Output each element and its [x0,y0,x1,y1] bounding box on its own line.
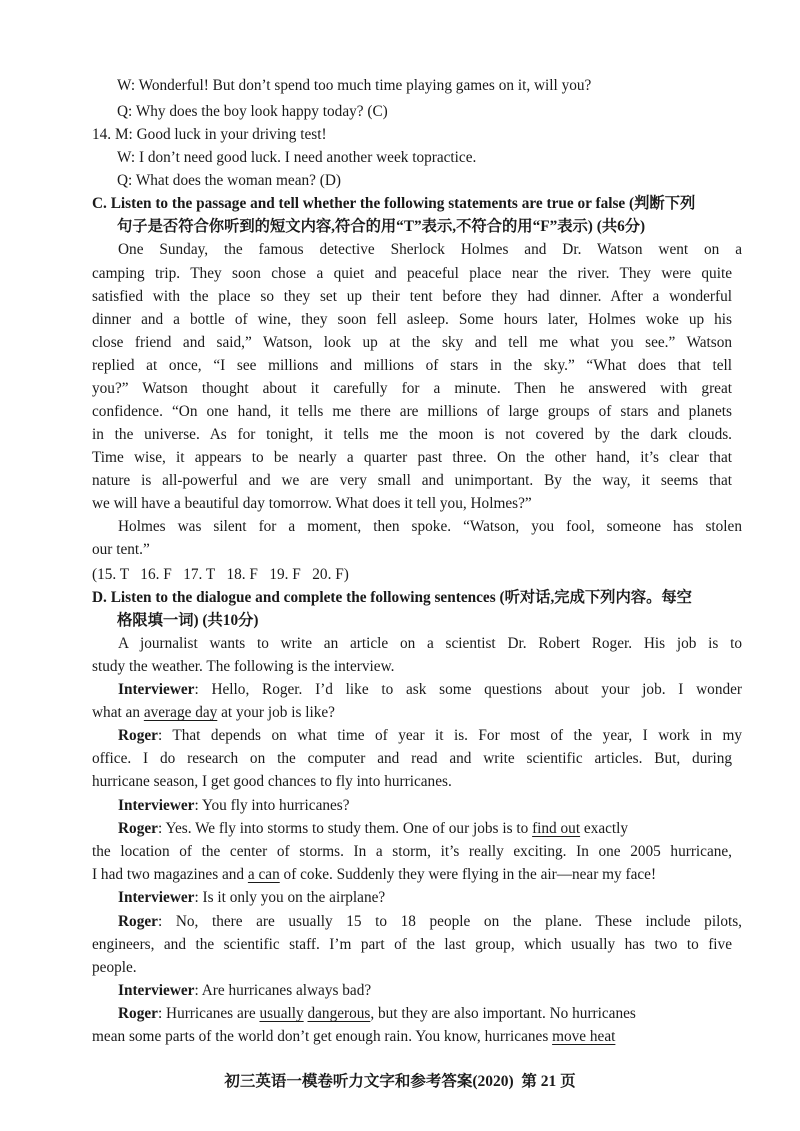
dialogue-line: Roger: Yes. We fly into storms to study them. One of our jobs is to find out exactly [118,820,629,837]
dialogue-line: what an average day at your job is like? [92,704,335,721]
answer-key: (15. T 16. F 17. T 18. F 19. F 20. F) [92,566,349,583]
passage-line: replied at once, “I see millions and millions of stars in the sky.” “What does that tell [92,357,732,374]
intro-line: A journalist wants to write an article on a scientist Dr. Robert Roger. His job is to [118,635,742,652]
dialogue-line: Interviewer: You fly into hurricanes? [118,797,350,814]
dialogue-line: people. [92,959,137,976]
passage-line: nature is all-powerful and we are very small and unimportant. By the way, it seems that [92,472,732,489]
dialogue-line: mean some parts of the world don’t get enough rain. You know, hurricanes move heat [92,1028,616,1045]
text-line: 14. M: Good luck in your driving test! [92,126,327,143]
intro-line: study the weather. The following is the interview. [92,658,395,675]
speaker-label: Interviewer [118,797,195,814]
dialogue-line: Interviewer: Are hurricanes always bad? [118,982,372,999]
speaker-label: Interviewer [118,889,195,906]
passage-line: close friend and said,” Watson, look up at the sky and tell me what you see.” Watson [92,334,732,351]
page-footer: 初三英语一模卷听力文字和参考答案(2020) 第 21 页 [224,1073,576,1090]
answer-blank: find out [532,820,581,837]
passage-line: confidence. “On one hand, it tells me there are millions of large groups of stars and planets [92,403,732,420]
speaker-label: Roger [118,820,158,837]
dialogue-line: the location of the center of storms. In a storm, it’s really exciting. In one 2005 hurricane, [92,843,732,860]
answer-blank: usually [259,1005,304,1022]
passage-line: our tent.” [92,541,150,558]
speaker-label: Interviewer [118,982,195,999]
dialogue-line: Interviewer: Is it only you on the airplane? [118,889,386,906]
passage-line: satisfied with the place so they set up their tent before they had dinner. After a wonderful [92,288,732,305]
text-line: Q: Why does the boy look happy today? (C) [117,103,388,120]
section-d-heading-cont: 格限填一词) (共10分) [117,612,259,629]
passage-line: Time wise, it appears to be nearly a quarter past three. On the other hand, it’s clear that [92,449,732,466]
section-c-heading-cont: 句子是否符合你听到的短文内容,符合的用“T”表示,不符合的用“F”表示) (共6分) [117,218,646,235]
passage-line: we will have a beautiful day tomorrow. What does it tell you, Holmes?” [92,495,532,512]
answer-blank: dangerous [307,1005,371,1022]
passage-line: dinner and a bottle of wine, they soon fell asleep. Some hours later, Holmes woke up his [92,311,732,328]
passage-line: One Sunday, the famous detective Sherlock Holmes and Dr. Watson went on a [118,241,742,258]
speaker-label: Roger [118,727,158,744]
section-d-heading: D. Listen to the dialogue and complete the following sentences (听对话,完成下列内容。每空 [92,589,692,606]
text-line: W: I don’t need good luck. I need another week topractice. [117,149,477,166]
answer-blank: average day [143,704,218,721]
text-line: Q: What does the woman mean? (D) [117,172,342,189]
passage-line: Holmes was silent for a moment, then spoke. “Watson, you fool, someone has stolen [118,518,742,535]
speaker-label: Interviewer [118,681,195,698]
dialogue-line: office. I do research on the computer and read and write scientific articles. But, during [92,750,732,767]
dialogue-line: Roger: Hurricanes are usually dangerous, but they are also important. No hurricanes [118,1005,636,1022]
speaker-label: Roger [118,913,158,930]
dialogue-line: engineers, and the scientific staff. I’m part of the last group, which usually has two to five [92,936,732,953]
answer-blank: a can [247,866,280,883]
dialogue-line: I had two magazines and a can of coke. Suddenly they were flying in the air—near my face! [92,866,657,883]
section-c-heading: C. Listen to the passage and tell whether the following statements are true or false (判断下列 [92,195,696,212]
answer-blank: move heat [552,1028,616,1045]
dialogue-line: Roger: That depends on what time of year it is. For most of the year, I work in my [118,727,742,744]
passage-line: in the universe. As for tonight, it tells me the moon is not covered by the dark clouds. [92,426,732,443]
text-line: W: Wonderful! But don’t spend too much time playing games on it, will you? [117,77,592,94]
speaker-label: Roger [118,1005,158,1022]
passage-line: camping trip. They soon chose a quiet and peaceful place near the river. They were quite [92,265,732,282]
dialogue-line: Roger: No, there are usually 15 to 18 people on the plane. These include pilots, [118,913,743,930]
dialogue-line: Interviewer: Hello, Roger. I’d like to ask some questions about your job. I wonder [118,681,742,698]
passage-line: you?” Watson thought about it carefully for a minute. Then he answered with great [92,380,732,397]
dialogue-line: hurricane season, I get good chances to fly into hurricanes. [92,773,452,790]
